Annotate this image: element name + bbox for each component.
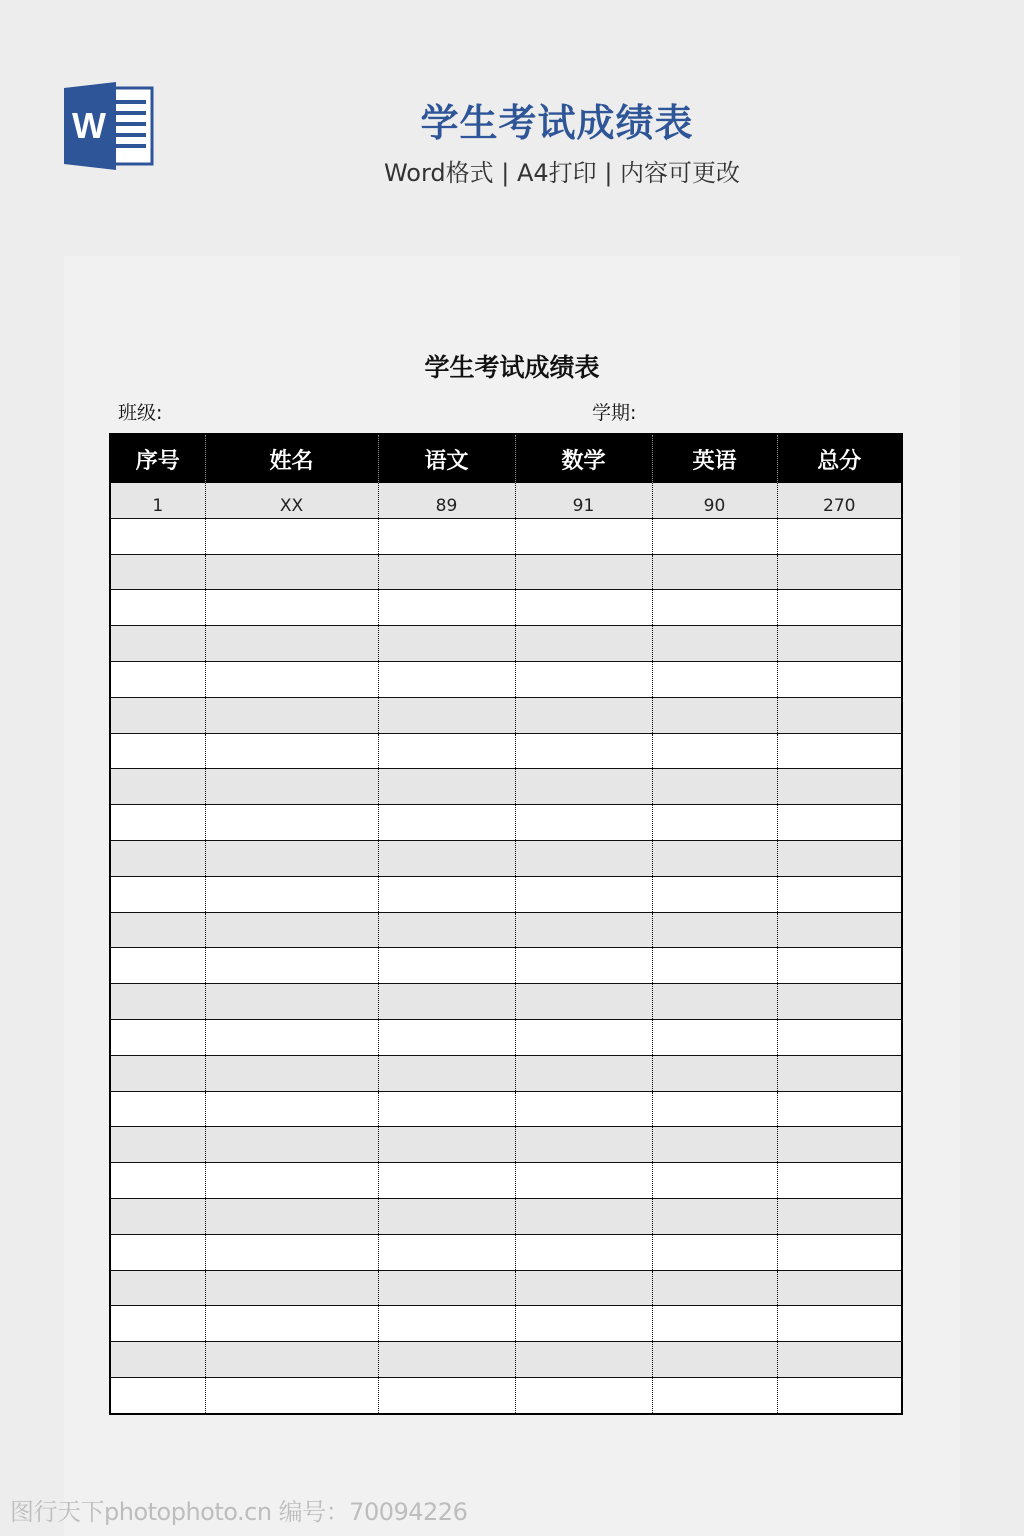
table-cell[interactable] — [205, 876, 378, 912]
document-page — [64, 256, 960, 1536]
table-cell[interactable] — [378, 1377, 515, 1413]
table-cell[interactable] — [110, 697, 205, 733]
table-cell[interactable] — [652, 769, 777, 805]
table-cell[interactable] — [652, 518, 777, 554]
table-cell[interactable] — [378, 1055, 515, 1091]
table-row — [110, 733, 902, 769]
table-cell[interactable] — [652, 805, 777, 841]
watermark: 图行天下photophoto.cn 编号：70094226 — [10, 1498, 468, 1526]
table-cell[interactable] — [515, 626, 652, 662]
table-row — [110, 1055, 902, 1091]
table-cell[interactable] — [110, 518, 205, 554]
table-cell[interactable] — [652, 1019, 777, 1055]
table-row — [110, 769, 902, 805]
table-row — [110, 840, 902, 876]
score-table — [109, 433, 903, 1415]
table-cell[interactable] — [652, 912, 777, 948]
table-cell[interactable] — [777, 769, 902, 805]
table-cell[interactable] — [777, 805, 902, 841]
table-cell[interactable] — [777, 1306, 902, 1342]
table-cell[interactable] — [378, 661, 515, 697]
table-cell[interactable] — [515, 1127, 652, 1163]
word-logo-letter: W — [72, 105, 106, 146]
table-cell[interactable] — [652, 697, 777, 733]
table-cell[interactable] — [205, 840, 378, 876]
column-header: 姓名 — [205, 434, 378, 483]
table-cell[interactable] — [777, 554, 902, 590]
table-cell[interactable] — [378, 1270, 515, 1306]
table-cell[interactable] — [205, 1270, 378, 1306]
table-cell[interactable] — [515, 840, 652, 876]
table-row — [110, 1127, 902, 1163]
table-cell[interactable] — [515, 518, 652, 554]
table-cell[interactable] — [205, 805, 378, 841]
table-cell[interactable] — [110, 733, 205, 769]
table-cell[interactable] — [378, 769, 515, 805]
table-cell[interactable] — [515, 912, 652, 948]
table-cell[interactable] — [515, 805, 652, 841]
table-row — [110, 948, 902, 984]
table-cell[interactable] — [110, 590, 205, 626]
banner-title: 学生考试成绩表 — [420, 101, 694, 145]
table-cell[interactable] — [205, 948, 378, 984]
table-cell[interactable] — [777, 483, 902, 518]
table-cell[interactable] — [205, 733, 378, 769]
table-cell[interactable] — [515, 661, 652, 697]
table-cell[interactable] — [205, 661, 378, 697]
table-row — [110, 1377, 902, 1413]
table-cell[interactable] — [777, 984, 902, 1020]
cell-value: XX — [279, 495, 304, 516]
table-cell[interactable] — [110, 984, 205, 1020]
table-cell[interactable] — [378, 554, 515, 590]
table-row — [110, 1234, 902, 1270]
table-cell[interactable] — [205, 1163, 378, 1199]
table-cell[interactable] — [378, 840, 515, 876]
table-cell[interactable] — [777, 1342, 902, 1378]
table-row — [110, 554, 902, 590]
table-cell[interactable] — [378, 984, 515, 1020]
column-header: 数学 — [515, 434, 652, 483]
table-cell[interactable] — [652, 840, 777, 876]
table-row — [110, 1198, 902, 1234]
table-cell[interactable] — [205, 554, 378, 590]
table-cell[interactable] — [515, 590, 652, 626]
table-cell[interactable] — [205, 1055, 378, 1091]
table-cell[interactable] — [110, 1377, 205, 1413]
table-cell[interactable] — [777, 1377, 902, 1413]
table-row — [110, 518, 902, 554]
table-cell[interactable] — [652, 876, 777, 912]
table-row — [110, 876, 902, 912]
table-cell[interactable] — [378, 1342, 515, 1378]
table-cell[interactable] — [110, 661, 205, 697]
table-cell[interactable] — [777, 876, 902, 912]
table-cell[interactable] — [515, 697, 652, 733]
table-cell[interactable] — [777, 948, 902, 984]
table-cell[interactable] — [110, 483, 205, 518]
table-cell[interactable] — [378, 626, 515, 662]
table-cell[interactable] — [205, 518, 378, 554]
table-cell[interactable] — [378, 1306, 515, 1342]
table-cell[interactable] — [205, 1127, 378, 1163]
table-cell[interactable] — [515, 483, 652, 518]
table-row — [110, 590, 902, 626]
table-body — [110, 483, 902, 1414]
table-cell[interactable] — [515, 1019, 652, 1055]
table-cell[interactable] — [378, 733, 515, 769]
column-header: 序号 — [110, 434, 205, 483]
table-cell[interactable] — [777, 912, 902, 948]
table-cell[interactable] — [777, 1270, 902, 1306]
table-cell[interactable] — [205, 697, 378, 733]
cell-value: 89 — [435, 495, 458, 516]
table-row — [110, 1091, 902, 1127]
table-cell[interactable] — [515, 1234, 652, 1270]
class-label: 班级: — [118, 402, 163, 424]
table-cell[interactable] — [378, 1163, 515, 1199]
cell-value: 1 — [152, 495, 164, 516]
table-cell[interactable] — [515, 1055, 652, 1091]
table-cell[interactable] — [110, 554, 205, 590]
table-cell[interactable] — [515, 948, 652, 984]
table-cell[interactable] — [652, 1377, 777, 1413]
table-cell[interactable] — [652, 661, 777, 697]
table-cell[interactable] — [515, 1270, 652, 1306]
table-cell[interactable] — [652, 984, 777, 1020]
table-row — [110, 1306, 902, 1342]
table-cell[interactable] — [205, 1377, 378, 1413]
table-cell[interactable] — [652, 948, 777, 984]
table-cell[interactable] — [652, 626, 777, 662]
column-header: 总分 — [777, 434, 902, 483]
table-cell[interactable] — [652, 1198, 777, 1234]
table-cell[interactable] — [777, 1019, 902, 1055]
table-cell[interactable] — [378, 697, 515, 733]
table-cell[interactable] — [110, 626, 205, 662]
table-cell[interactable] — [652, 554, 777, 590]
table-cell[interactable] — [205, 483, 378, 518]
table-cell[interactable] — [110, 840, 205, 876]
table-cell[interactable] — [777, 733, 902, 769]
table-cell[interactable] — [110, 1091, 205, 1127]
table-cell[interactable] — [652, 1127, 777, 1163]
table-cell[interactable] — [110, 1127, 205, 1163]
table-cell[interactable] — [110, 948, 205, 984]
table-cell[interactable] — [110, 1234, 205, 1270]
table-cell[interactable] — [777, 1198, 902, 1234]
table-cell[interactable] — [205, 769, 378, 805]
table-cell[interactable] — [777, 1055, 902, 1091]
document-title: 学生考试成绩表 — [424, 353, 600, 382]
table-cell[interactable] — [777, 626, 902, 662]
table-cell[interactable] — [515, 1342, 652, 1378]
table-cell[interactable] — [205, 1342, 378, 1378]
table-cell[interactable] — [110, 1019, 205, 1055]
table-row — [110, 626, 902, 662]
table-cell[interactable] — [515, 554, 652, 590]
table-cell[interactable] — [205, 1198, 378, 1234]
table-cell[interactable] — [652, 483, 777, 518]
cell-value: 90 — [703, 495, 726, 516]
table-row — [110, 984, 902, 1020]
table-cell[interactable] — [378, 912, 515, 948]
column-header: 语文 — [378, 434, 515, 483]
table-cell[interactable] — [378, 1234, 515, 1270]
table-cell[interactable] — [205, 590, 378, 626]
table-cell[interactable] — [652, 1234, 777, 1270]
table-cell[interactable] — [652, 1055, 777, 1091]
table-cell[interactable] — [205, 912, 378, 948]
table-row — [110, 1019, 902, 1055]
table-cell[interactable] — [110, 912, 205, 948]
table-cell[interactable] — [515, 1163, 652, 1199]
table-cell[interactable] — [652, 1091, 777, 1127]
table-cell[interactable] — [777, 661, 902, 697]
table-row — [110, 483, 902, 518]
table-row — [110, 1270, 902, 1306]
table-cell[interactable] — [205, 1091, 378, 1127]
table-row — [110, 697, 902, 733]
table-cell[interactable] — [515, 1306, 652, 1342]
table-cell[interactable] — [777, 1163, 902, 1199]
table-cell[interactable] — [515, 769, 652, 805]
table-cell[interactable] — [205, 626, 378, 662]
table-row — [110, 661, 902, 697]
table-cell[interactable] — [515, 733, 652, 769]
table-cell[interactable] — [515, 984, 652, 1020]
table-cell[interactable] — [652, 733, 777, 769]
term-label: 学期: — [592, 402, 637, 424]
table-cell[interactable] — [110, 876, 205, 912]
banner-subtitle: Word格式 | A4打印 | 内容可更改 — [383, 159, 741, 187]
table-cell[interactable] — [652, 1342, 777, 1378]
table-cell[interactable] — [652, 1270, 777, 1306]
table-cell[interactable] — [652, 590, 777, 626]
table-cell[interactable] — [378, 518, 515, 554]
table-cell[interactable] — [378, 1127, 515, 1163]
table-cell[interactable] — [110, 1270, 205, 1306]
table-row — [110, 1342, 902, 1378]
table-cell[interactable] — [378, 805, 515, 841]
table-cell[interactable] — [378, 483, 515, 518]
table-cell[interactable] — [378, 590, 515, 626]
table-cell[interactable] — [378, 948, 515, 984]
cell-value: 91 — [572, 495, 595, 516]
table-cell[interactable] — [515, 876, 652, 912]
table-cell[interactable] — [378, 1198, 515, 1234]
table-cell[interactable] — [777, 1234, 902, 1270]
table-cell[interactable] — [777, 518, 902, 554]
table-cell[interactable] — [205, 1306, 378, 1342]
table-cell[interactable] — [777, 697, 902, 733]
table-cell[interactable] — [110, 1055, 205, 1091]
table-cell[interactable] — [378, 876, 515, 912]
table-cell[interactable] — [110, 1198, 205, 1234]
table-cell[interactable] — [205, 984, 378, 1020]
cell-value: 270 — [823, 495, 856, 516]
table-cell[interactable] — [515, 1091, 652, 1127]
table-row — [110, 912, 902, 948]
table-cell[interactable] — [205, 1019, 378, 1055]
table-cell[interactable] — [777, 1091, 902, 1127]
table-cell[interactable] — [110, 1163, 205, 1199]
table-cell[interactable] — [777, 1127, 902, 1163]
table-cell[interactable] — [378, 1019, 515, 1055]
table-cell[interactable] — [205, 1234, 378, 1270]
table-cell[interactable] — [110, 1342, 205, 1378]
table-cell[interactable] — [652, 1306, 777, 1342]
table-cell[interactable] — [777, 840, 902, 876]
column-header: 英语 — [652, 434, 777, 483]
table-cell[interactable] — [110, 1306, 205, 1342]
table-row — [110, 1163, 902, 1199]
table-cell[interactable] — [378, 1091, 515, 1127]
table-cell[interactable] — [777, 590, 902, 626]
table-row — [110, 805, 902, 841]
table-cell[interactable] — [110, 769, 205, 805]
table-cell[interactable] — [515, 1377, 652, 1413]
table-cell[interactable] — [515, 1198, 652, 1234]
table-cell[interactable] — [652, 1163, 777, 1199]
table-header-row — [110, 434, 902, 483]
table-cell[interactable] — [110, 805, 205, 841]
